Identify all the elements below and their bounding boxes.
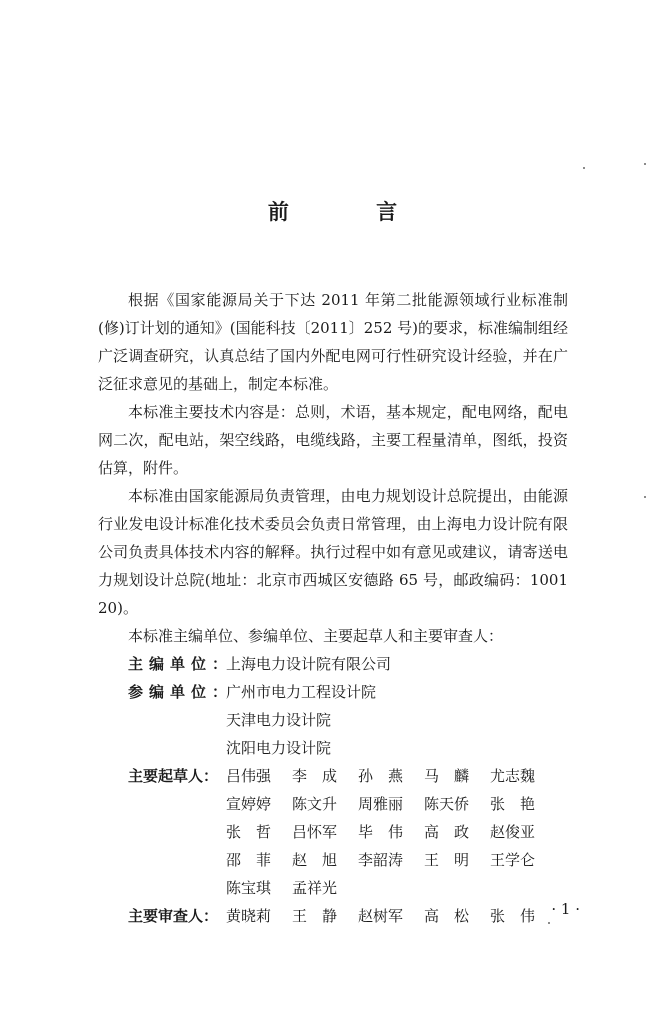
drafters-row <box>98 790 568 818</box>
drafter-name: 陈天侨 <box>424 795 470 813</box>
drafter-names <box>226 874 358 902</box>
paragraph-units-intro: 本标准主编单位、参编单位、主要起草人和主要审查人： <box>128 627 504 645</box>
scan-speck <box>644 496 646 498</box>
drafter-name: 孟祥光 <box>292 879 338 897</box>
page-title: 前 言 <box>267 200 438 224</box>
reviewer-name: 王 静 <box>292 907 338 925</box>
paragraph-basis: 根据《国家能源局关于下达 2011 年第二批能源领域行业标准制(修)订计划的通知》(国能科技〔2011〕252 号)的要求，标准编制组经广泛调查研究，认真总结了国内外配电网可行性研究设计经验，并在广泛征求意见的基础上，制定本标准。 <box>98 291 568 393</box>
drafter-name: 高 政 <box>424 823 470 841</box>
reviewer-name: 高 松 <box>424 907 470 925</box>
drafter-name: 陈文升 <box>292 795 338 813</box>
paragraph-content: 本标准主要技术内容是：总则，术语，基本规定，配电网络，配电网二次，配电站，架空线路，电缆线路，主要工程量清单，图纸，投资估算，附件。 <box>98 403 568 477</box>
drafter-name: 陈宝琪 <box>226 879 272 897</box>
drafter-name: 赵 旭 <box>292 851 338 869</box>
participating-unit: 沈阳电力设计院 <box>226 739 332 757</box>
participating-units-label: 参编单位： <box>128 683 234 701</box>
participating-unit-row <box>98 678 568 706</box>
drafters-row <box>98 874 568 902</box>
scan-speck <box>644 163 646 165</box>
reviewer-names <box>226 902 556 930</box>
drafter-names <box>226 818 556 846</box>
reviewer-name: 赵树军 <box>358 907 404 925</box>
reviewer-name: 张 伟 <box>490 907 536 925</box>
participating-unit: 广州市电力工程设计院 <box>226 683 377 701</box>
chief-unit-row <box>98 650 568 678</box>
participating-unit-row <box>98 706 568 734</box>
drafter-name: 李 成 <box>292 767 338 785</box>
drafter-names <box>226 790 556 818</box>
drafter-name: 马 麟 <box>424 767 470 785</box>
drafters-row <box>98 846 568 874</box>
drafter-name: 张 艳 <box>490 795 536 813</box>
reviewers-row <box>98 902 568 930</box>
drafter-name: 宣婷婷 <box>226 795 272 813</box>
drafter-name: 王学仑 <box>490 851 536 869</box>
main-reviewers-label: 主要审查人： <box>128 907 219 925</box>
paragraph-management: 本标准由国家能源局负责管理，由电力规划设计总院提出，由能源行业发电设计标准化技术委员会负责日常管理，由上海电力设计院有限公司负责具体技术内容的解释。执行过程中如有意见或建议，请寄送电力规划设计总院(地址：北京市西城区安德路 65 号，邮政编码：100120)。 <box>98 487 568 617</box>
main-drafters-label: 主要起草人： <box>128 767 219 785</box>
drafters-row <box>98 818 568 846</box>
drafter-name: 张 哲 <box>226 823 272 841</box>
page-number: · 1 · <box>551 900 580 918</box>
drafter-names <box>226 846 556 874</box>
drafter-name: 周雅丽 <box>358 795 404 813</box>
drafter-name: 毕 伟 <box>358 823 404 841</box>
chief-unit-label: 主编单位： <box>128 655 234 673</box>
drafter-name: 吕伟强 <box>226 767 272 785</box>
drafter-name: 赵俊亚 <box>490 823 536 841</box>
drafter-name: 孙 燕 <box>358 767 404 785</box>
scan-speck <box>583 167 585 169</box>
drafter-name: 李韶涛 <box>358 851 404 869</box>
participating-unit: 天津电力设计院 <box>226 711 332 729</box>
preface-body <box>98 286 568 930</box>
chief-unit-value: 上海电力设计院有限公司 <box>226 655 392 673</box>
reviewer-name: 黄晓莉 <box>226 907 272 925</box>
drafter-name: 王 明 <box>424 851 470 869</box>
drafter-names <box>226 762 556 790</box>
drafters-row <box>98 762 568 790</box>
drafter-name: 尤志魏 <box>490 767 536 785</box>
credits-list <box>98 650 568 930</box>
scan-speck <box>548 922 550 924</box>
drafter-name: 吕怀军 <box>292 823 338 841</box>
participating-unit-row <box>98 734 568 762</box>
drafter-name: 邵 菲 <box>226 851 272 869</box>
